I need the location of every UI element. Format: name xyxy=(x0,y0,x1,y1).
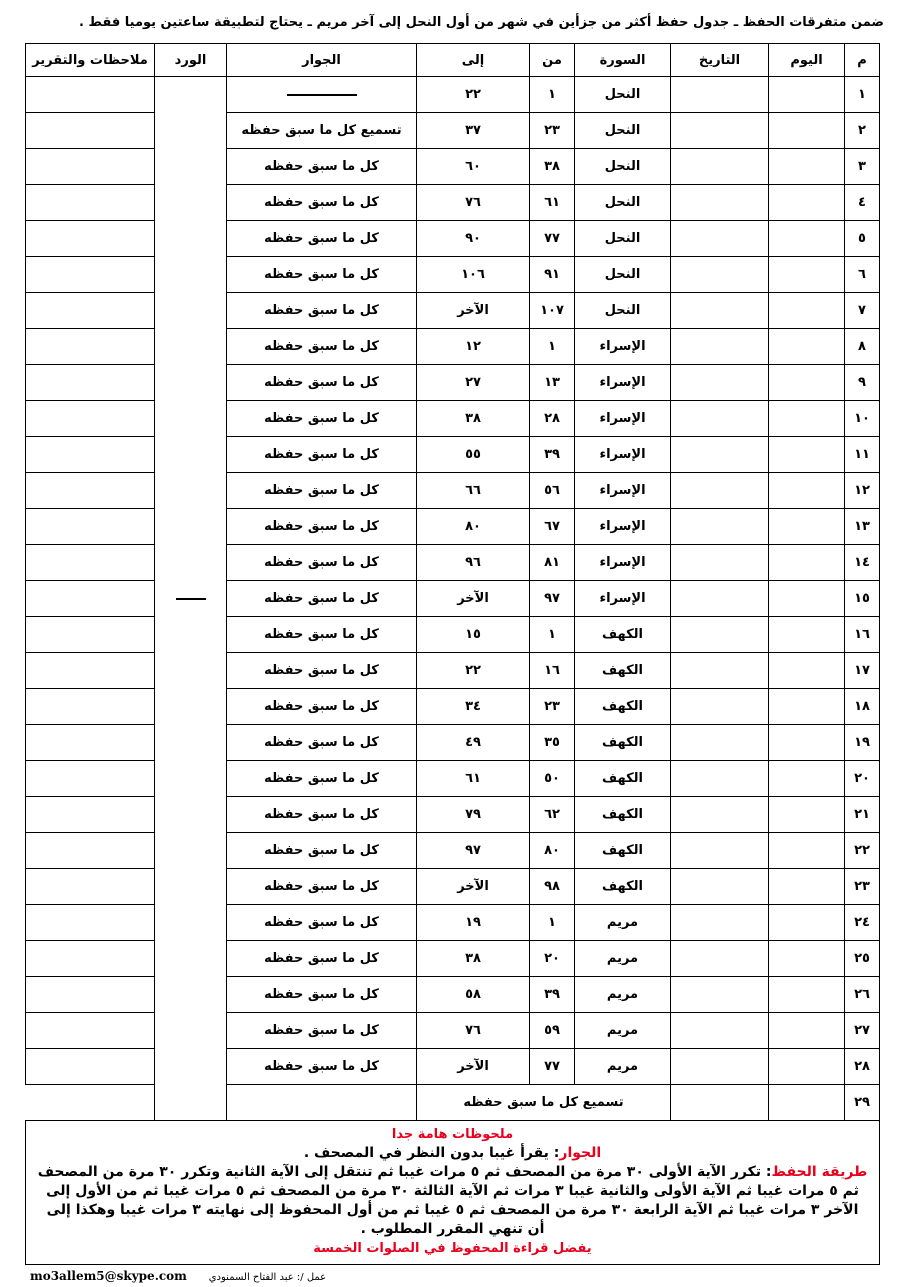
cell-date xyxy=(671,509,769,545)
cell-jiwar: كل ما سبق حفظه xyxy=(227,653,417,689)
cell-date xyxy=(671,293,769,329)
cell-jiwar: كل ما سبق حفظه xyxy=(227,437,417,473)
cell-surah: الكهف xyxy=(575,833,671,869)
cell-date xyxy=(671,365,769,401)
cell-jiwar: كل ما سبق حفظه xyxy=(227,1049,417,1085)
cell-from: ٢٠ xyxy=(530,941,575,977)
cell-surah: الإسراء xyxy=(575,401,671,437)
cell-jiwar: كل ما سبق حفظه xyxy=(227,941,417,977)
cell-num: ٧ xyxy=(845,293,880,329)
cell-date xyxy=(671,545,769,581)
cell-notes xyxy=(26,545,155,581)
cell-date xyxy=(671,401,769,437)
cell-day xyxy=(769,473,845,509)
cell-to: ٦٠ xyxy=(417,149,530,185)
table-row xyxy=(26,77,880,113)
cell-day xyxy=(769,293,845,329)
header-day: اليوم xyxy=(769,44,845,77)
cell-day xyxy=(769,905,845,941)
cell-from: ٩٨ xyxy=(530,869,575,905)
cell-date xyxy=(671,833,769,869)
empty-dash xyxy=(287,94,357,96)
cell-jiwar: كل ما سبق حفظه xyxy=(227,401,417,437)
cell-jiwar: كل ما سبق حفظه xyxy=(227,329,417,365)
cell-surah: مريم xyxy=(575,977,671,1013)
cell-notes xyxy=(26,833,155,869)
cell-surah: الكهف xyxy=(575,617,671,653)
cell-num: ١١ xyxy=(845,437,880,473)
jiwar-note xyxy=(36,1144,869,1163)
cell-jiwar: كل ما سبق حفظه xyxy=(227,797,417,833)
cell-day xyxy=(769,833,845,869)
cell-from: ٢٨ xyxy=(530,401,575,437)
cell-from: ٦١ xyxy=(530,185,575,221)
cell-jiwar: تسميع كل ما سبق حفظه xyxy=(227,113,417,149)
cell-num: ١٣ xyxy=(845,509,880,545)
cell-jiwar: كل ما سبق حفظه xyxy=(227,1013,417,1049)
cell-from: ١٠٧ xyxy=(530,293,575,329)
cell-jiwar: كل ما سبق حفظه xyxy=(227,149,417,185)
cell-to: ٣٨ xyxy=(417,401,530,437)
cell-from: ٦٧ xyxy=(530,509,575,545)
cell-from: ٦٢ xyxy=(530,797,575,833)
cell-num: ١٦ xyxy=(845,617,880,653)
cell-day xyxy=(769,365,845,401)
cell-ward xyxy=(155,77,227,1121)
cell-to: الآخر xyxy=(417,1049,530,1085)
cell-jiwar: كل ما سبق حفظه xyxy=(227,545,417,581)
cell-surah: النحل xyxy=(575,293,671,329)
cell-jiwar: كل ما سبق حفظه xyxy=(227,617,417,653)
cell-surah: الإسراء xyxy=(575,509,671,545)
cell-notes xyxy=(26,293,155,329)
cell-from: ١ xyxy=(530,905,575,941)
cell-num: ١٩ xyxy=(845,725,880,761)
header-surah: السورة xyxy=(575,44,671,77)
cell-date xyxy=(671,977,769,1013)
cell-from: ١ xyxy=(530,617,575,653)
cell-day xyxy=(769,1013,845,1049)
cell-date xyxy=(671,473,769,509)
cell-to: ٢٢ xyxy=(417,77,530,113)
cell-surah: الكهف xyxy=(575,725,671,761)
cell-date xyxy=(671,149,769,185)
cell-notes xyxy=(26,509,155,545)
method-label: طريقة الحفظ xyxy=(771,1164,868,1180)
cell-num: ١٤ xyxy=(845,545,880,581)
cell-to: ٦١ xyxy=(417,761,530,797)
cell-surah: مريم xyxy=(575,905,671,941)
cell-jiwar: كل ما سبق حفظه xyxy=(227,905,417,941)
cell-date xyxy=(671,905,769,941)
cell-notes xyxy=(26,473,155,509)
cell-date xyxy=(671,185,769,221)
cell-surah: الإسراء xyxy=(575,365,671,401)
cell-to: الآخر xyxy=(417,293,530,329)
cell-jiwar: كل ما سبق حفظه xyxy=(227,473,417,509)
cell-to: الآخر xyxy=(417,581,530,617)
cell-jiwar: كل ما سبق حفظه xyxy=(227,509,417,545)
cell-jiwar: كل ما سبق حفظه xyxy=(227,221,417,257)
footer-author: عمل /: عبد الفتاح السمنودي xyxy=(208,1272,327,1283)
cell-date xyxy=(671,689,769,725)
cell-day xyxy=(769,257,845,293)
cell-notes xyxy=(26,1049,155,1085)
cell-to: ١٢ xyxy=(417,329,530,365)
cell-notes xyxy=(26,401,155,437)
cell-num: ١٧ xyxy=(845,653,880,689)
notes-box xyxy=(26,1121,880,1265)
header-to: إلى xyxy=(417,44,530,77)
cell-num: ٢ xyxy=(845,113,880,149)
cell-day xyxy=(769,149,845,185)
cell-notes xyxy=(26,689,155,725)
cell-num: ٢٢ xyxy=(845,833,880,869)
cell-num: ٥ xyxy=(845,221,880,257)
cell-notes xyxy=(26,653,155,689)
header-ward: الورد xyxy=(155,44,227,77)
cell-day xyxy=(769,869,845,905)
cell-notes xyxy=(26,797,155,833)
cell-to: ٢٧ xyxy=(417,365,530,401)
cell-from: ١٣ xyxy=(530,365,575,401)
cell-surah: الإسراء xyxy=(575,545,671,581)
cell-num: ١٥ xyxy=(845,581,880,617)
cell-to: ٥٨ xyxy=(417,977,530,1013)
cell-jiwar: كل ما سبق حفظه xyxy=(227,365,417,401)
cell-day xyxy=(769,797,845,833)
cell-jiwar xyxy=(227,77,417,113)
cell-jiwar: كل ما سبق حفظه xyxy=(227,185,417,221)
cell-surah: النحل xyxy=(575,113,671,149)
cell-notes xyxy=(26,761,155,797)
cell-to: ١٥ xyxy=(417,617,530,653)
cell-day xyxy=(769,1085,845,1121)
cell-from: ١ xyxy=(530,329,575,365)
cell-to: ٣٤ xyxy=(417,689,530,725)
cell-notes xyxy=(26,365,155,401)
cell-surah: الإسراء xyxy=(575,473,671,509)
cell-num: ٢٠ xyxy=(845,761,880,797)
cell-date xyxy=(671,437,769,473)
cell-notes xyxy=(26,113,155,149)
cell-to: ٨٠ xyxy=(417,509,530,545)
cell-jiwar: كل ما سبق حفظه xyxy=(227,257,417,293)
cell-from: ٧٧ xyxy=(530,1049,575,1085)
cell-surah: الإسراء xyxy=(575,437,671,473)
cell-notes xyxy=(26,869,155,905)
cell-notes xyxy=(26,977,155,1013)
cell-to: ٦٦ xyxy=(417,473,530,509)
cell-jiwar: كل ما سبق حفظه xyxy=(227,725,417,761)
cell-notes xyxy=(26,1013,155,1049)
cell-surah: الإسراء xyxy=(575,581,671,617)
cell-from: ٩٧ xyxy=(530,581,575,617)
cell-surah: مريم xyxy=(575,1049,671,1085)
cell-to: ٧٦ xyxy=(417,1013,530,1049)
cell-notes xyxy=(26,221,155,257)
cell-surah: مريم xyxy=(575,1013,671,1049)
cell-date xyxy=(671,77,769,113)
cell-surah: مريم xyxy=(575,941,671,977)
cell-to: ١٠٦ xyxy=(417,257,530,293)
cell-surah: الكهف xyxy=(575,797,671,833)
memorization-table xyxy=(25,43,880,1265)
cell-day xyxy=(769,185,845,221)
cell-day xyxy=(769,761,845,797)
cell-date xyxy=(671,257,769,293)
cell-num: ٢٧ xyxy=(845,1013,880,1049)
cell-day xyxy=(769,509,845,545)
cell-from: ٣٨ xyxy=(530,149,575,185)
cell-jiwar: كل ما سبق حفظه xyxy=(227,761,417,797)
cell-notes xyxy=(26,257,155,293)
jiwar-label: الجوار xyxy=(559,1145,602,1161)
header-from: من xyxy=(530,44,575,77)
cell-day xyxy=(769,401,845,437)
footer-email: mo3allem5@skype.com xyxy=(30,1269,187,1283)
cell-date xyxy=(671,1049,769,1085)
cell-to: الآخر xyxy=(417,869,530,905)
cell-date xyxy=(671,1013,769,1049)
cell-from: ١٦ xyxy=(530,653,575,689)
cell-jiwar: كل ما سبق حفظه xyxy=(227,689,417,725)
cell-notes xyxy=(26,149,155,185)
cell-jiwar: كل ما سبق حفظه xyxy=(227,293,417,329)
header-num: م xyxy=(845,44,880,77)
cell-from: ٨١ xyxy=(530,545,575,581)
cell-to: ١٩ xyxy=(417,905,530,941)
cell-notes xyxy=(26,437,155,473)
method-text: : تكرر الآية الأولى ٣٠ مرة من المصحف ثم ٥ مرات غيبا ثم تنتقل إلى الآية الثانية وتكرر ٣٠ مرة من المصحف ثم ٥ مرات غيبا ثم الآية الأولى والثانية غيبا ٣ مرات ثم الآية الثالثة ٣٠ مرة من المصحف ثم ٥ مرات غيبا ثم من الأول إلى الآخر ٣ مرات غيبا ثم الآية الرابعة ٣٠ مرة من المصحف ثم ٥ غيبا ثم من أول المحفوظ إلى نهايته ٣ مرات غيبا وهكذا إلى أن تنهي المقرر المطلوب . xyxy=(37,1164,859,1237)
cell-num: ٢٣ xyxy=(845,869,880,905)
cell-day xyxy=(769,77,845,113)
cell-day xyxy=(769,545,845,581)
cell-date xyxy=(671,869,769,905)
cell-from: ٥٦ xyxy=(530,473,575,509)
cell-to: ٩٠ xyxy=(417,221,530,257)
cell-surah: النحل xyxy=(575,185,671,221)
cell-from: ٣٩ xyxy=(530,437,575,473)
cell-num: ٤ xyxy=(845,185,880,221)
cell-to: ٣٨ xyxy=(417,941,530,977)
cell-surah: الكهف xyxy=(575,689,671,725)
prayer-note: يفضل قراءة المحفوظ في الصلوات الخمسة xyxy=(313,1241,592,1256)
cell-notes xyxy=(26,581,155,617)
cell-to: ٧٦ xyxy=(417,185,530,221)
cell-to: ٩٦ xyxy=(417,545,530,581)
cell-date xyxy=(671,329,769,365)
cell-from: ٥٩ xyxy=(530,1013,575,1049)
cell-notes xyxy=(26,185,155,221)
cell-to: ٢٢ xyxy=(417,653,530,689)
ward-dash xyxy=(176,598,206,600)
cell-num: ١ xyxy=(845,77,880,113)
cell-date xyxy=(671,797,769,833)
cell-day xyxy=(769,725,845,761)
cell-notes xyxy=(26,617,155,653)
cell-day xyxy=(769,617,845,653)
cell-final-recitation: تسميع كل ما سبق حفظه xyxy=(417,1085,671,1121)
cell-to: ٧٩ xyxy=(417,797,530,833)
header-notes: ملاحظات والتقرير xyxy=(26,44,155,77)
cell-num: ٦ xyxy=(845,257,880,293)
page-title: ضمن متفرقات الحفظ ـ جدول حفظ أكثر من جزأين في شهر من أول النحل إلى آخر مريم ـ يحتاج لتطبيقة ساعتين يوميا فقط . xyxy=(78,15,884,30)
cell-surah: النحل xyxy=(575,221,671,257)
cell-day xyxy=(769,977,845,1013)
cell-day xyxy=(769,653,845,689)
cell-num: ٢١ xyxy=(845,797,880,833)
cell-jiwar: كل ما سبق حفظه xyxy=(227,581,417,617)
header-date: التاريخ xyxy=(671,44,769,77)
cell-date xyxy=(671,725,769,761)
cell-date xyxy=(671,617,769,653)
cell-to: ٤٩ xyxy=(417,725,530,761)
cell-from: ١ xyxy=(530,77,575,113)
header-jiwar: الجوار xyxy=(227,44,417,77)
cell-surah: الكهف xyxy=(575,761,671,797)
method-note xyxy=(36,1163,869,1239)
cell-date xyxy=(671,221,769,257)
cell-notes xyxy=(227,1085,417,1121)
cell-notes xyxy=(26,329,155,365)
cell-num: ٩ xyxy=(845,365,880,401)
cell-from: ٥٠ xyxy=(530,761,575,797)
cell-from: ٣٥ xyxy=(530,725,575,761)
notes-row xyxy=(26,1121,880,1265)
cell-num: ٢٦ xyxy=(845,977,880,1013)
cell-notes xyxy=(26,905,155,941)
cell-day xyxy=(769,113,845,149)
cell-from: ٨٠ xyxy=(530,833,575,869)
cell-num: ٣ xyxy=(845,149,880,185)
cell-num: ١٢ xyxy=(845,473,880,509)
cell-day xyxy=(769,221,845,257)
cell-date xyxy=(671,581,769,617)
cell-to: ٣٧ xyxy=(417,113,530,149)
cell-num: ٢٥ xyxy=(845,941,880,977)
cell-notes xyxy=(26,77,155,113)
cell-notes xyxy=(26,725,155,761)
cell-surah: النحل xyxy=(575,257,671,293)
cell-from: ٢٣ xyxy=(530,113,575,149)
cell-day xyxy=(769,1049,845,1085)
cell-from: ٧٧ xyxy=(530,221,575,257)
cell-surah: النحل xyxy=(575,149,671,185)
cell-date xyxy=(671,113,769,149)
cell-to: ٥٥ xyxy=(417,437,530,473)
cell-surah: الإسراء xyxy=(575,329,671,365)
cell-num: ١٠ xyxy=(845,401,880,437)
cell-surah: الكهف xyxy=(575,653,671,689)
cell-from: ٣٩ xyxy=(530,977,575,1013)
cell-jiwar: كل ما سبق حفظه xyxy=(227,833,417,869)
table-header-row xyxy=(26,44,880,77)
cell-date xyxy=(671,653,769,689)
cell-notes xyxy=(26,941,155,977)
cell-jiwar: كل ما سبق حفظه xyxy=(227,977,417,1013)
footer xyxy=(30,1269,326,1283)
notes-heading: ملحوظات هامة جدا xyxy=(391,1127,514,1142)
cell-day xyxy=(769,581,845,617)
cell-date xyxy=(671,941,769,977)
cell-day xyxy=(769,437,845,473)
cell-day xyxy=(769,689,845,725)
cell-date xyxy=(671,1085,769,1121)
cell-from: ٩١ xyxy=(530,257,575,293)
cell-num: ١٨ xyxy=(845,689,880,725)
cell-num: ٢٤ xyxy=(845,905,880,941)
jiwar-text: : يقرأ غيبا بدون النظر في المصحف . xyxy=(303,1145,560,1161)
cell-surah: النحل xyxy=(575,77,671,113)
cell-num: ٨ xyxy=(845,329,880,365)
cell-surah: الكهف xyxy=(575,869,671,905)
cell-day xyxy=(769,329,845,365)
cell-num: ٢٨ xyxy=(845,1049,880,1085)
cell-jiwar: كل ما سبق حفظه xyxy=(227,869,417,905)
cell-date xyxy=(671,761,769,797)
cell-to: ٩٧ xyxy=(417,833,530,869)
cell-day xyxy=(769,941,845,977)
cell-from: ٢٣ xyxy=(530,689,575,725)
cell-num: ٢٩ xyxy=(845,1085,880,1121)
